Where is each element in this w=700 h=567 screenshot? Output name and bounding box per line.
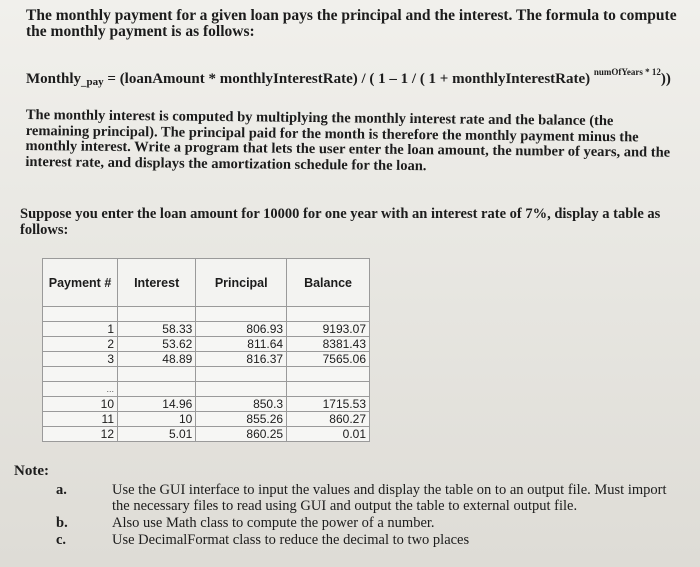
table-cell: 11 (43, 412, 118, 427)
amortization-table (42, 258, 370, 442)
table-cell: 850.3 (196, 397, 287, 412)
table-cell (287, 307, 370, 322)
table-cell: 14.96 (118, 397, 196, 412)
table-cell (196, 367, 287, 382)
table-cell: 1 (43, 322, 118, 337)
table-row (43, 367, 370, 382)
table-spacer-row (43, 307, 370, 322)
table-cell: 10 (43, 397, 118, 412)
table-cell: 53.62 (118, 337, 196, 352)
table-cell: 860.27 (287, 412, 370, 427)
formula-tail: )) (660, 71, 671, 87)
table-cell: 855.26 (196, 412, 287, 427)
table-cell: 12 (43, 427, 118, 442)
table-cell (118, 307, 196, 322)
table-cell: 3 (43, 352, 118, 367)
table-cell (196, 307, 287, 322)
table-row (43, 322, 370, 337)
note-text: Also use Math class to compute the power of a number. (112, 515, 435, 531)
amortization-table-container (42, 258, 370, 442)
table-cell: 58.33 (118, 322, 196, 337)
table-cell: 811.64 (196, 337, 287, 352)
note-text: Use the GUI interface to input the values and display the table on to an output file. Must import the necessary files to read using GUI and output the table to external output file. (112, 482, 667, 514)
table-cell: 48.89 (118, 352, 196, 367)
table-cell (43, 307, 118, 322)
formula-lhs-subscript: _pay (81, 76, 104, 88)
table-cell: 5.01 (118, 427, 196, 442)
payment-formula (26, 64, 678, 90)
table-cell: 9193.07 (287, 322, 370, 337)
table-cell: 0.01 (287, 427, 370, 442)
table-cell: 7565.06 (287, 352, 370, 367)
table-cell: 806.93 (196, 322, 287, 337)
table-cell (287, 367, 370, 382)
description-paragraph: The monthly interest is computed by multiplying the monthly interest rate and the balance (the remaining principal). The principal paid for the month is therefore the monthly payment minus the monthly interest. Write a program that lets the user enter the loan amount, the number of years, and the interest rate, and displays the amortization schedule for the loan. (25, 107, 671, 174)
note-marker: c. (56, 532, 67, 548)
header-interest: Interest (118, 259, 196, 307)
note-text: Use DecimalFormat class to reduce the decimal to two places (112, 532, 470, 548)
table-body (43, 322, 370, 442)
table-cell (287, 382, 370, 397)
formula-exponent: numOfYears * 12 (593, 67, 661, 77)
table-row (43, 427, 370, 442)
table-row (43, 337, 370, 352)
formula-lhs: Monthly (26, 71, 82, 87)
table-row (43, 412, 370, 427)
intro-paragraph: The monthly payment for a given loan pays the principal and the interest. The formula to compute the monthly payment is as follows: (26, 7, 677, 40)
table-cell: 10 (118, 412, 196, 427)
note-marker: b. (56, 515, 68, 531)
table-cell: 2 (43, 337, 118, 352)
table-row (43, 397, 370, 412)
table-cell: ... (43, 382, 118, 397)
header-payment: Payment # (43, 259, 118, 307)
table-cell (43, 367, 118, 382)
table-row-ellipsis (43, 382, 370, 397)
example-paragraph: Suppose you enter the loan amount for 10000 for one year with an interest rate of 7%, display a table as follows: (20, 206, 661, 238)
note-label: Note: (14, 463, 49, 479)
table-cell: 860.25 (196, 427, 287, 442)
table-cell (196, 382, 287, 397)
table-cell: 8381.43 (287, 337, 370, 352)
header-principal: Principal (196, 259, 287, 307)
header-balance: Balance (287, 259, 370, 307)
table-cell: 1715.53 (287, 397, 370, 412)
table-header-row (43, 259, 370, 307)
table-cell (118, 367, 196, 382)
table-cell: 816.37 (196, 352, 287, 367)
table-cell (118, 382, 196, 397)
table-row (43, 352, 370, 367)
formula-body: = (loanAmount * monthlyInterestRate) / ( 1 – 1 / ( 1 + monthlyInterestRate) (107, 71, 591, 87)
note-marker: a. (56, 482, 67, 498)
